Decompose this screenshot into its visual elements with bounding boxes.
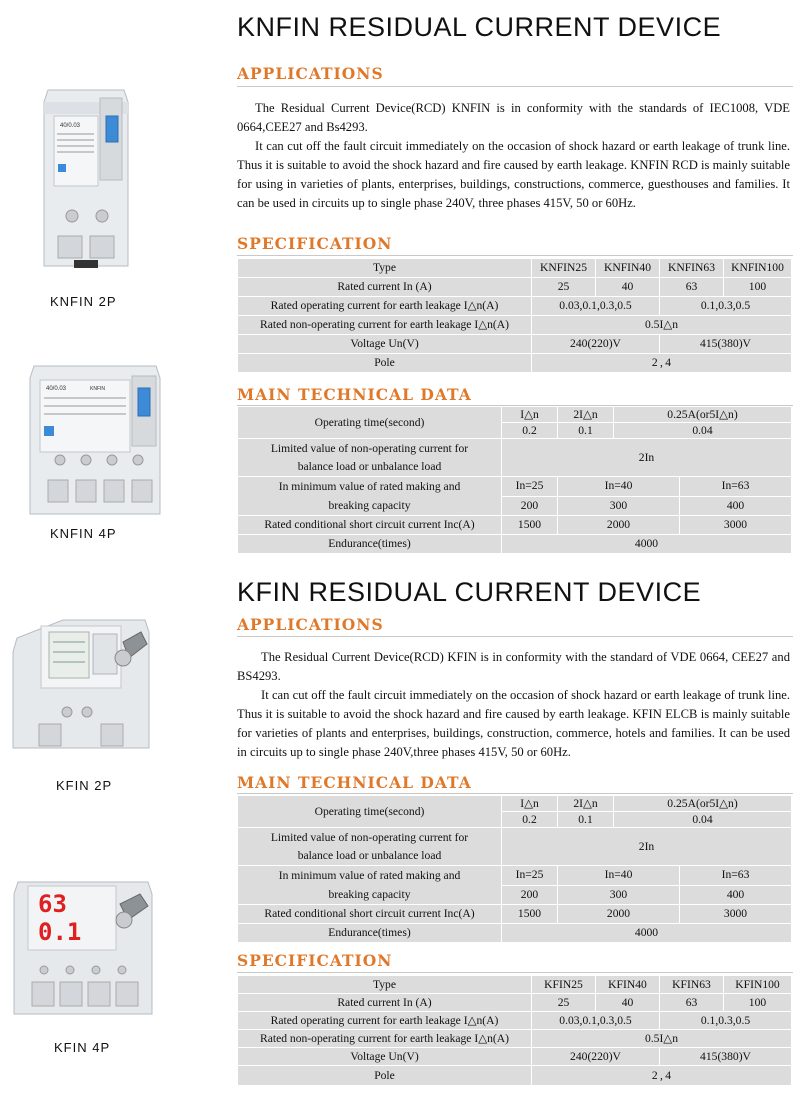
endurance-label: Endurance(times) (238, 924, 502, 943)
operating-time-header: I△n (502, 796, 558, 812)
short-circuit-value: 2000 (558, 516, 680, 535)
short-circuit-value: 1500 (502, 516, 558, 535)
rating-label: 40/0.03 (60, 123, 81, 129)
making-capacity-value: 200 (502, 496, 558, 516)
operating-time-value: 0.1 (558, 812, 614, 828)
kfin-applications-heading: APPLICATIONS (237, 615, 384, 634)
short-circuit-label: Rated conditional short circuit current Inc(A) (238, 516, 502, 535)
kfin-specification-table (237, 975, 792, 1086)
kfin-2p-device-image (5, 612, 155, 762)
divider (237, 86, 793, 87)
display-rating: 63 (38, 890, 67, 918)
pole-cell: 2 , 4 (532, 354, 792, 373)
operating-time-label: Operating time(second) (238, 796, 502, 828)
table-row (238, 516, 792, 535)
table-row (238, 259, 792, 278)
making-capacity-header: In=25 (502, 477, 558, 497)
operating-time-value: 0.04 (614, 812, 792, 828)
divider (237, 972, 793, 973)
endurance-value: 4000 (502, 535, 792, 554)
model-cell: KNFIN25 (532, 259, 596, 278)
knfin-2p-caption: KNFIN 2P (50, 294, 117, 309)
rated-current-label: Rated current In (A) (238, 994, 532, 1012)
limited-value-cell: 2In (502, 439, 792, 477)
rated-current-cell: 40 (596, 278, 660, 297)
table-row (238, 828, 792, 866)
table-row (238, 335, 792, 354)
knfin-applications-paragraph: It can cut off the fault circuit immediately on the occasion of shock hazard or earth leakage of trunk line. Thus it is suitable to avoid the shock hazard and fire caused by earth leakage. KNFIN RCD is mainly suitable for using in varieties of plants, enterprises, buildings, constructions, commerce, guesthouses and families. It can be used in circuits up to single phase 240V, three phases 415V, 50 or 60Hz. (237, 139, 790, 210)
making-capacity-label (238, 866, 502, 905)
operating-current-cell: 0.03,0.1,0.3,0.5 (532, 1012, 660, 1030)
model-cell: KNFIN63 (660, 259, 724, 278)
operating-current-cell: 0.1,0.3,0.5 (660, 297, 792, 316)
operating-current-label: Rated operating current for earth leakage I△n(A) (238, 297, 532, 316)
table-row (238, 1066, 792, 1086)
non-operating-current-label: Rated non-operating current for earth leakage I△n(A) (238, 316, 532, 335)
making-capacity-value: 400 (680, 496, 792, 516)
non-operating-current-cell: 0.5I△n (532, 316, 792, 335)
limited-value-label-line1: Limited value of non-operating current for (270, 830, 469, 844)
table-row (238, 796, 792, 812)
knfin-technical-table (237, 406, 792, 554)
type-label: Type (238, 259, 532, 278)
pole-label: Pole (238, 1066, 532, 1086)
limited-value-label-line1: Limited value of non-operating current for (270, 441, 469, 455)
toggle-lever (106, 116, 118, 142)
limited-value-label-line2: balance load or unbalance load (297, 459, 442, 473)
short-circuit-value: 2000 (558, 905, 680, 924)
kfin-technical-heading: MAIN TECHNICAL DATA (237, 773, 472, 792)
model-cell: KFIN63 (660, 976, 724, 994)
kfin-4p-caption: KFIN 4P (54, 1040, 111, 1055)
rating-label: 40/0.03 (46, 386, 67, 392)
knfin-specification-table (237, 258, 792, 373)
table-row (238, 316, 792, 335)
limited-value-cell: 2In (502, 828, 792, 866)
endurance-value: 4000 (502, 924, 792, 943)
making-capacity-label-line1: In minimum value of rated making and (278, 480, 461, 493)
operating-current-label: Rated operating current for earth leakage I△n(A) (238, 1012, 532, 1030)
operating-time-value: 0.04 (614, 423, 792, 439)
limited-value-label-line2: balance load or unbalance load (297, 848, 442, 862)
knfin-technical-heading: MAIN TECHNICAL DATA (237, 385, 472, 404)
kfin-applications-text (237, 648, 790, 762)
rated-current-label: Rated current In (A) (238, 278, 532, 297)
table-row (238, 1030, 792, 1048)
operating-time-header: 2I△n (558, 407, 614, 423)
making-capacity-header: In=25 (502, 866, 558, 886)
table-row (238, 905, 792, 924)
endurance-label: Endurance(times) (238, 535, 502, 554)
voltage-cell: 415(380)V (660, 1048, 792, 1066)
type-label: Type (238, 976, 532, 994)
rated-current-cell: 25 (532, 994, 596, 1012)
making-capacity-label (238, 477, 502, 516)
making-capacity-value: 300 (558, 496, 680, 516)
voltage-cell: 415(380)V (660, 335, 792, 354)
operating-time-value: 0.1 (558, 423, 614, 439)
kfin-applications-paragraph: It can cut off the fault circuit immediately on the occasion of shock hazard or earth leakage of trunk line. Thus it is suitable to avoid the shock hazard and fire caused by earth leakage. KFIN ELCB is mainly suitable for varieties of plants and enterprises, buildings, construction, commerce, hotels and families. It can be used in circuits up to single phase 240V,three phases 415V, 50 or 60Hz. (237, 688, 790, 759)
operating-time-header: 0.25A(or5I△n) (614, 407, 792, 423)
table-row (238, 976, 792, 994)
table-row (238, 1012, 792, 1030)
kfin-technical-table (237, 795, 792, 943)
table-row (238, 354, 792, 373)
voltage-label: Voltage Un(V) (238, 335, 532, 354)
table-row (238, 407, 792, 423)
making-capacity-label-line2: breaking capacity (328, 499, 411, 512)
operating-time-value: 0.2 (502, 812, 558, 828)
table-row (238, 439, 792, 477)
voltage-label: Voltage Un(V) (238, 1048, 532, 1066)
voltage-cell: 240(220)V (532, 1048, 660, 1066)
rated-current-cell: 100 (724, 994, 792, 1012)
operating-time-header: I△n (502, 407, 558, 423)
model-cell: KNFIN100 (724, 259, 792, 278)
making-capacity-header: In=40 (558, 477, 680, 497)
kfin-applications-paragraph: The Residual Current Device(RCD) KFIN is in conformity with the standard of VDE 0664, CEE27 and BS4293. (237, 650, 790, 683)
knfin-applications-heading: APPLICATIONS (237, 64, 384, 83)
knfin-4p-device-image (20, 360, 170, 520)
making-capacity-header: In=63 (680, 477, 792, 497)
rated-current-cell: 25 (532, 278, 596, 297)
kfin-specification-heading: SPECIFICATION (237, 951, 393, 970)
short-circuit-value: 1500 (502, 905, 558, 924)
knfin-applications-text (237, 99, 790, 213)
making-capacity-header: In=63 (680, 866, 792, 886)
knfin-applications-paragraph: The Residual Current Device(RCD) KNFIN is in conformity with the standards of IEC1008, VDE 0664,CEE27 and Bs4293. (237, 101, 790, 134)
limited-value-label (238, 439, 502, 477)
making-capacity-value: 300 (558, 885, 680, 905)
table-row (238, 924, 792, 943)
divider (237, 255, 793, 256)
operating-time-header: 2I△n (558, 796, 614, 812)
table-row (238, 866, 792, 886)
model-cell: KFIN40 (596, 976, 660, 994)
brand-label: KNFIN (90, 386, 105, 392)
toggle-lever (138, 388, 150, 416)
divider (237, 636, 793, 637)
non-operating-current-label: Rated non-operating current for earth leakage I△n(A) (238, 1030, 532, 1048)
kfin-4p-device-image (8, 874, 158, 1024)
table-row (238, 535, 792, 554)
model-cell: KFIN25 (532, 976, 596, 994)
making-capacity-label-line2: breaking capacity (328, 888, 411, 901)
operating-current-cell: 0.1,0.3,0.5 (660, 1012, 792, 1030)
rated-current-cell: 63 (660, 994, 724, 1012)
knfin-specification-heading: SPECIFICATION (237, 234, 393, 253)
display-sensitivity: 0.1 (38, 918, 82, 946)
rated-current-cell: 40 (596, 994, 660, 1012)
kfin-title: KFIN RESIDUAL CURRENT DEVICE (237, 577, 702, 607)
table-row (238, 994, 792, 1012)
table-row (238, 278, 792, 297)
model-cell: KNFIN40 (596, 259, 660, 278)
rated-current-cell: 63 (660, 278, 724, 297)
limited-value-label (238, 828, 502, 866)
pole-cell: 2 , 4 (532, 1066, 792, 1086)
divider (237, 793, 793, 794)
making-capacity-label-line1: In minimum value of rated making and (278, 869, 461, 882)
operating-time-value: 0.2 (502, 423, 558, 439)
kfin-2p-caption: KFIN 2P (56, 778, 113, 793)
table-row (238, 477, 792, 497)
knfin-title: KNFIN RESIDUAL CURRENT DEVICE (237, 12, 722, 42)
rated-current-cell: 100 (724, 278, 792, 297)
making-capacity-value: 400 (680, 885, 792, 905)
voltage-cell: 240(220)V (532, 335, 660, 354)
operating-current-cell: 0.03,0.1,0.3,0.5 (532, 297, 660, 316)
table-row (238, 297, 792, 316)
making-capacity-value: 200 (502, 885, 558, 905)
short-circuit-value: 3000 (680, 905, 792, 924)
table-row (238, 1048, 792, 1066)
non-operating-current-cell: 0.5I△n (532, 1030, 792, 1048)
short-circuit-value: 3000 (680, 516, 792, 535)
operating-time-header: 0.25A(or5I△n) (614, 796, 792, 812)
model-cell: KFIN100 (724, 976, 792, 994)
short-circuit-label: Rated conditional short circuit current Inc(A) (238, 905, 502, 924)
knfin-4p-caption: KNFIN 4P (50, 526, 117, 541)
making-capacity-header: In=40 (558, 866, 680, 886)
operating-time-label: Operating time(second) (238, 407, 502, 439)
pole-label: Pole (238, 354, 532, 373)
knfin-2p-device-image (30, 84, 142, 274)
